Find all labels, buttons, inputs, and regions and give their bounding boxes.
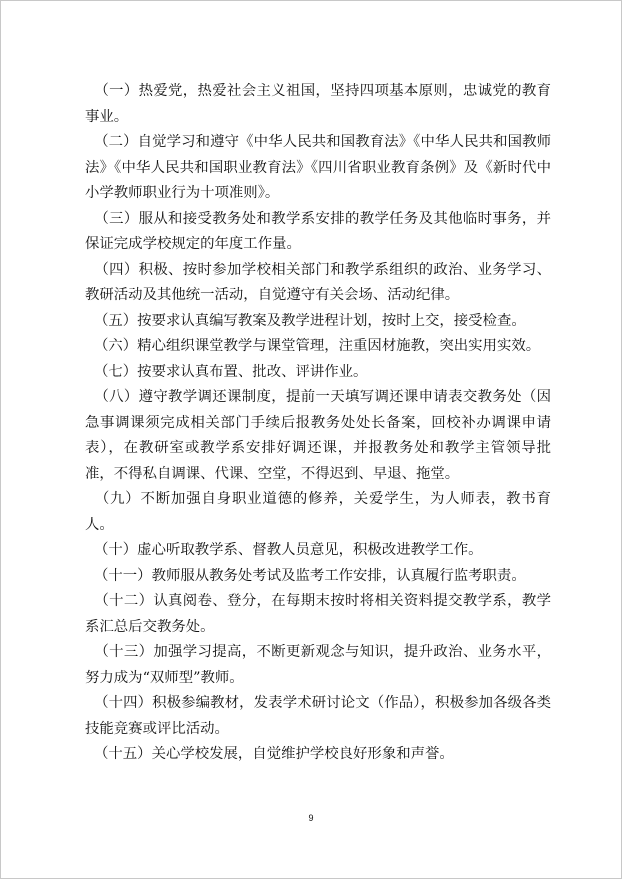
paragraph-4: （四）积极、按时参加学校相关部门和教学系组织的政治、业务学习、教研活动及其他统一活动，自觉遵守有关会场、活动纪律。 xyxy=(85,261,551,303)
paragraph-14: （十四）积极参编教材，发表学术研讨论文（作品），积极参加各级各类技能竞赛或评比活动。 xyxy=(85,695,551,737)
paragraph-6: （六）精心组织课堂教学与课堂管理，注重因材施教，突出实用实效。 xyxy=(94,338,541,354)
paragraph-5: （五）按要求认真编写教案及教学进程计划，按时上交，接受检查。 xyxy=(94,312,526,329)
paragraph-10: （十）虚心听取教学系、督教人员意见，积极改进教学工作。 xyxy=(94,542,483,558)
paragraph-15: （十五）关心学校发展，自觉维护学校良好形象和声誉。 xyxy=(94,746,454,762)
paragraph-1: （一）热爱党，热爱社会主义祖国，坚持四项基本原则，忠诚党的教育事业。 xyxy=(85,83,551,125)
document-body xyxy=(85,79,551,768)
paragraph-8: （八）遵守教学调还课制度，提前一天填写调还课申请表交教务处（因急事调课须完成相关部门手续后报教务处处长备案，回校补办调课申请表），在教研室或教学系安排好调还课，并报教务处和教学主管领导批准，不得私自调课、代课、空堂，不得迟到、早退、拖堂。 xyxy=(85,389,551,482)
paragraph-11: （十一）教师服从教务处考试及监考工作安排，认真履行监考职责。 xyxy=(94,567,526,584)
page-number: 9 xyxy=(308,813,314,823)
paragraph-12: （十二）认真阅卷、登分，在每期末按时将相关资料提交教学系，教学系汇总后交教务处。 xyxy=(85,593,551,635)
paragraph-7: （七）按要求认真布置、批改、评讲作业。 xyxy=(94,363,368,380)
paragraph-3: （三）服从和接受教务处和教学系安排的教学任务及其他临时事务，并保证完成学校规定的年度工作量。 xyxy=(85,210,551,252)
paragraph-13: （十三）加强学习提高，不断更新观念与知识，提升政治、业务水平，努力成为“双师型”教师。 xyxy=(85,644,551,686)
paragraph-9: （九）不断加强自身职业道德的修养，关爱学生，为人师表，教书育人。 xyxy=(85,491,551,533)
paragraph-2: （二）自觉学习和遵守《中华人民共和国教育法》《中华人民共和国教师法》《中华人民共和国职业教育法》《四川省职业教育条例》及《新时代中小学教师职业行为十项准则》。 xyxy=(85,134,551,201)
